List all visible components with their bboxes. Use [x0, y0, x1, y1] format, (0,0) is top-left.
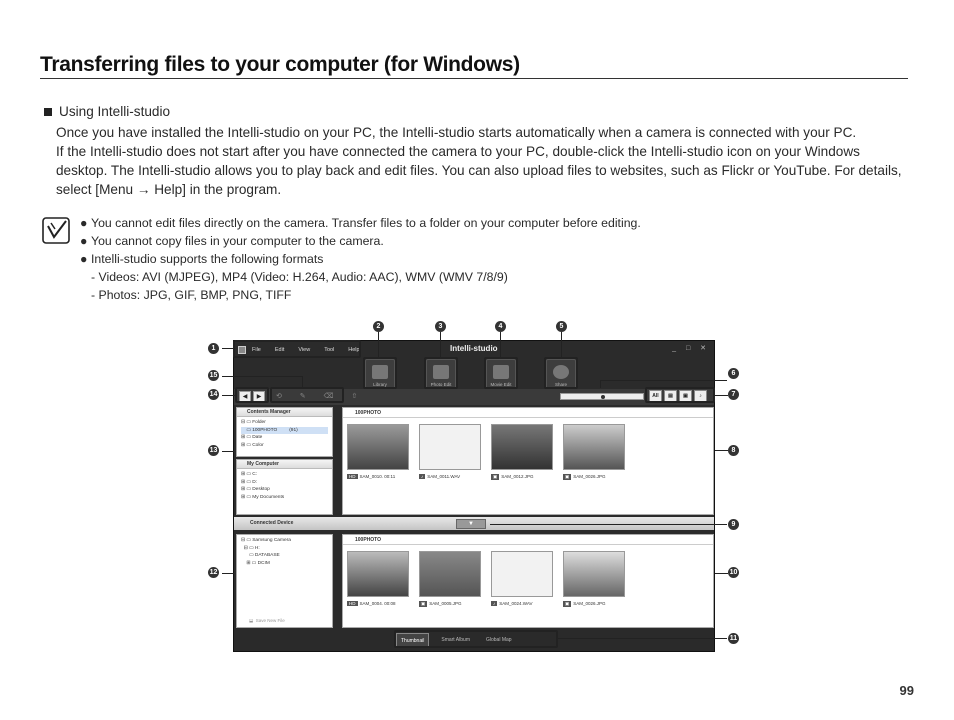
callout-3: 3: [435, 321, 446, 332]
leader-line: [600, 380, 601, 388]
my-computer-panel: [236, 459, 333, 515]
thumbnail-microphone-icon: [419, 424, 481, 470]
highlight-share: [544, 357, 578, 389]
note-item: ● You cannot copy files in your computer to the camera.: [80, 234, 384, 248]
file-action-icons[interactable]: ⟲ ✎ ⌫ ⇧: [276, 393, 366, 400]
intro-section: [40, 102, 910, 199]
leader-line: [378, 332, 379, 358]
forward-button[interactable]: ▶: [253, 391, 265, 402]
callout-7: 7: [728, 389, 739, 400]
highlight-photo-edit: [424, 357, 458, 389]
back-button[interactable]: ◀: [239, 391, 251, 402]
tab-smart-album[interactable]: Smart Album: [441, 637, 470, 643]
filter-video-icon[interactable]: ▤: [664, 390, 677, 402]
device-files-panel: [342, 534, 714, 628]
menu-view[interactable]: View: [298, 347, 311, 353]
thumbnail-image: [347, 551, 409, 597]
highlight-library: [363, 357, 397, 389]
callout-14: 14: [209, 391, 218, 398]
my-computer-title: My Computer: [237, 460, 332, 469]
filter-photo-icon[interactable]: ▣: [679, 390, 692, 402]
zoom-slider[interactable]: [560, 393, 644, 400]
library-thumbnails: [347, 424, 625, 480]
window-controls[interactable]: _ □ ✕: [672, 345, 710, 352]
leader-line: [490, 524, 727, 525]
callout-4: 4: [495, 321, 506, 332]
note-item: ● Intelli-studio supports the following formats: [80, 252, 324, 266]
device-folder-label: 100PHOTO: [343, 535, 713, 545]
menu-edit[interactable]: Edit: [274, 347, 285, 353]
library-button[interactable]: Library: [365, 359, 395, 389]
computer-tree: [237, 469, 332, 503]
highlight-movie-edit: [484, 357, 518, 389]
callout-11: 11: [729, 635, 738, 642]
contents-manager-panel: [236, 407, 333, 457]
highlight-actions: [270, 387, 344, 403]
thumbnail[interactable]: HD SAM_0004. 00:08: [347, 551, 409, 607]
filter-all-button[interactable]: All: [649, 390, 662, 402]
tree-color[interactable]: ⊞ ▭ Color: [241, 442, 264, 448]
leader-line: [715, 395, 728, 396]
save-new-file[interactable]: ⬓ Save New File: [249, 618, 285, 623]
thumbnail-image: [563, 424, 625, 470]
thumbnail-image: [491, 424, 553, 470]
menu-file[interactable]: File: [252, 347, 261, 353]
leader-line: [222, 348, 234, 349]
thumbnail-image: [563, 551, 625, 597]
leader-line: [222, 376, 302, 377]
tab-thumbnail[interactable]: Thumbnail: [396, 633, 429, 647]
tree-samsung-camera[interactable]: ⊟ ▭ Samsung Camera: [241, 538, 291, 543]
tree-folder[interactable]: ⊟ ▭ Folder: [241, 420, 266, 425]
callout-9: 9: [728, 519, 739, 530]
tree-desktop[interactable]: ⊞ ▭ Desktop: [241, 487, 270, 492]
library-folder-label: 100PHOTO: [343, 408, 713, 418]
callout-13: 13: [209, 447, 218, 454]
device-tree: [237, 535, 332, 569]
leader-line: [561, 332, 562, 358]
tree-date[interactable]: ⊞ ▭ Date: [241, 435, 263, 440]
callout-1: 1: [208, 343, 219, 354]
zoom-knob[interactable]: [601, 395, 605, 399]
callout-12: 12: [209, 569, 218, 576]
contents-manager-title: Contents Manager: [237, 408, 332, 417]
photo-edit-button[interactable]: Photo Edit: [426, 359, 456, 389]
section-heading: [40, 102, 910, 121]
leader-line: [600, 380, 727, 381]
notes-list: [80, 214, 641, 304]
highlight-filters: [645, 387, 715, 403]
section-heading-text: Using Intelli-studio: [59, 104, 171, 119]
format-photos: - Photos: JPG, GIF, BMP, PNG, TIFF: [91, 288, 292, 302]
library-panel: [342, 407, 714, 515]
callout-2: 2: [373, 321, 384, 332]
note-pencil-icon: [42, 217, 72, 245]
leader-line: [222, 451, 234, 452]
leader-line: [222, 395, 236, 396]
leader-line: [440, 332, 441, 358]
tree-dcim[interactable]: ⊞ ▭ DCIM: [241, 560, 270, 566]
thumbnail[interactable]: ♪ SAM_0024.WAV: [491, 551, 553, 607]
page-title: Transferring files to your computer (for Windows): [40, 53, 520, 76]
filter-audio-icon[interactable]: ♪: [694, 390, 707, 402]
leader-line: [715, 450, 728, 451]
tree-100photo[interactable]: ▭ 100PHOTO (91): [241, 427, 328, 435]
thumbnail-image: [347, 424, 409, 470]
square-bullet-icon: [44, 108, 52, 116]
menu-help[interactable]: Help: [348, 347, 360, 353]
highlight-menu: [233, 340, 361, 358]
thumbnail[interactable]: ♪ SAM_0011.WAV: [419, 424, 481, 480]
thumbnail-microphone-icon: [491, 551, 553, 597]
leader-line: [302, 376, 303, 387]
leader-line: [500, 332, 501, 358]
highlight-nav: [235, 387, 269, 403]
callout-10: 10: [729, 569, 738, 576]
tree-drive-h[interactable]: ⊟ ▭ H:: [241, 545, 260, 551]
main-toolbar: [234, 359, 714, 389]
thumbnail[interactable]: HD SAM_0010. 00:11: [347, 424, 409, 480]
tab-global-map[interactable]: Global Map: [485, 637, 512, 643]
menu-tool[interactable]: Tool: [324, 347, 335, 353]
thumbnail[interactable]: ▣ SAM_0026.JPG: [563, 424, 625, 480]
note-item: ● You cannot edit files directly on the camera. Transfer files to a folder on your computer before editing.: [80, 216, 641, 230]
tree-database[interactable]: ▭ DATABASE: [241, 553, 280, 558]
connected-device-bar[interactable]: Connected Device: [234, 517, 714, 530]
expand-toggle-icon[interactable]: ▼: [456, 519, 486, 529]
leader-line: [715, 573, 728, 574]
contents-tree: [237, 417, 332, 451]
brand-name: Intelli-studio: [450, 344, 498, 353]
thumbnail[interactable]: ▣ SAM_0026.JPG: [563, 551, 625, 607]
paragraph-1: Once you have installed the Intelli-studio on your PC, the Intelli-studio starts automatically when a camera is connected with your PC.: [56, 125, 857, 140]
page-number: 99: [899, 683, 914, 698]
paragraph-2: If the Intelli-studio does not start after you have connected the camera to your PC, double-click the Intelli-studio icon on your Windows desktop. The Intelli-studio allows you to play back and edit files. You can also upload files to websites, such as Flickr or YouTube. For details, select [Menu → Help] in the program.: [56, 144, 902, 197]
thumbnail[interactable]: ▣ SAM_0005.JPG: [419, 551, 481, 607]
tree-my-documents[interactable]: ⊞ ▭ My Documents: [241, 494, 285, 500]
format-videos: - Videos: AVI (MJPEG), MP4 (Video: H.264, Audio: AAC), WMV (WMV 7/8/9): [91, 270, 508, 284]
share-button[interactable]: Share: [546, 359, 576, 389]
callout-5: 5: [556, 321, 567, 332]
leader-line: [558, 638, 727, 639]
callout-8: 8: [728, 445, 739, 456]
tree-drive-c[interactable]: ⊞ ▭ C:: [241, 472, 258, 477]
callout-15: 15: [209, 372, 218, 379]
device-thumbnails: [347, 551, 625, 607]
highlight-modes: [394, 630, 558, 648]
device-panel: [236, 534, 333, 628]
thumbnail[interactable]: ▣ SAM_0012.JPG: [491, 424, 553, 480]
tree-drive-d[interactable]: ⊞ ▭ D:: [241, 479, 258, 485]
callout-6: 6: [728, 368, 739, 379]
thumbnail-image: [419, 551, 481, 597]
title-rule: [40, 78, 908, 79]
leader-line: [222, 573, 234, 574]
movie-edit-button[interactable]: Movie Edit: [486, 359, 516, 389]
